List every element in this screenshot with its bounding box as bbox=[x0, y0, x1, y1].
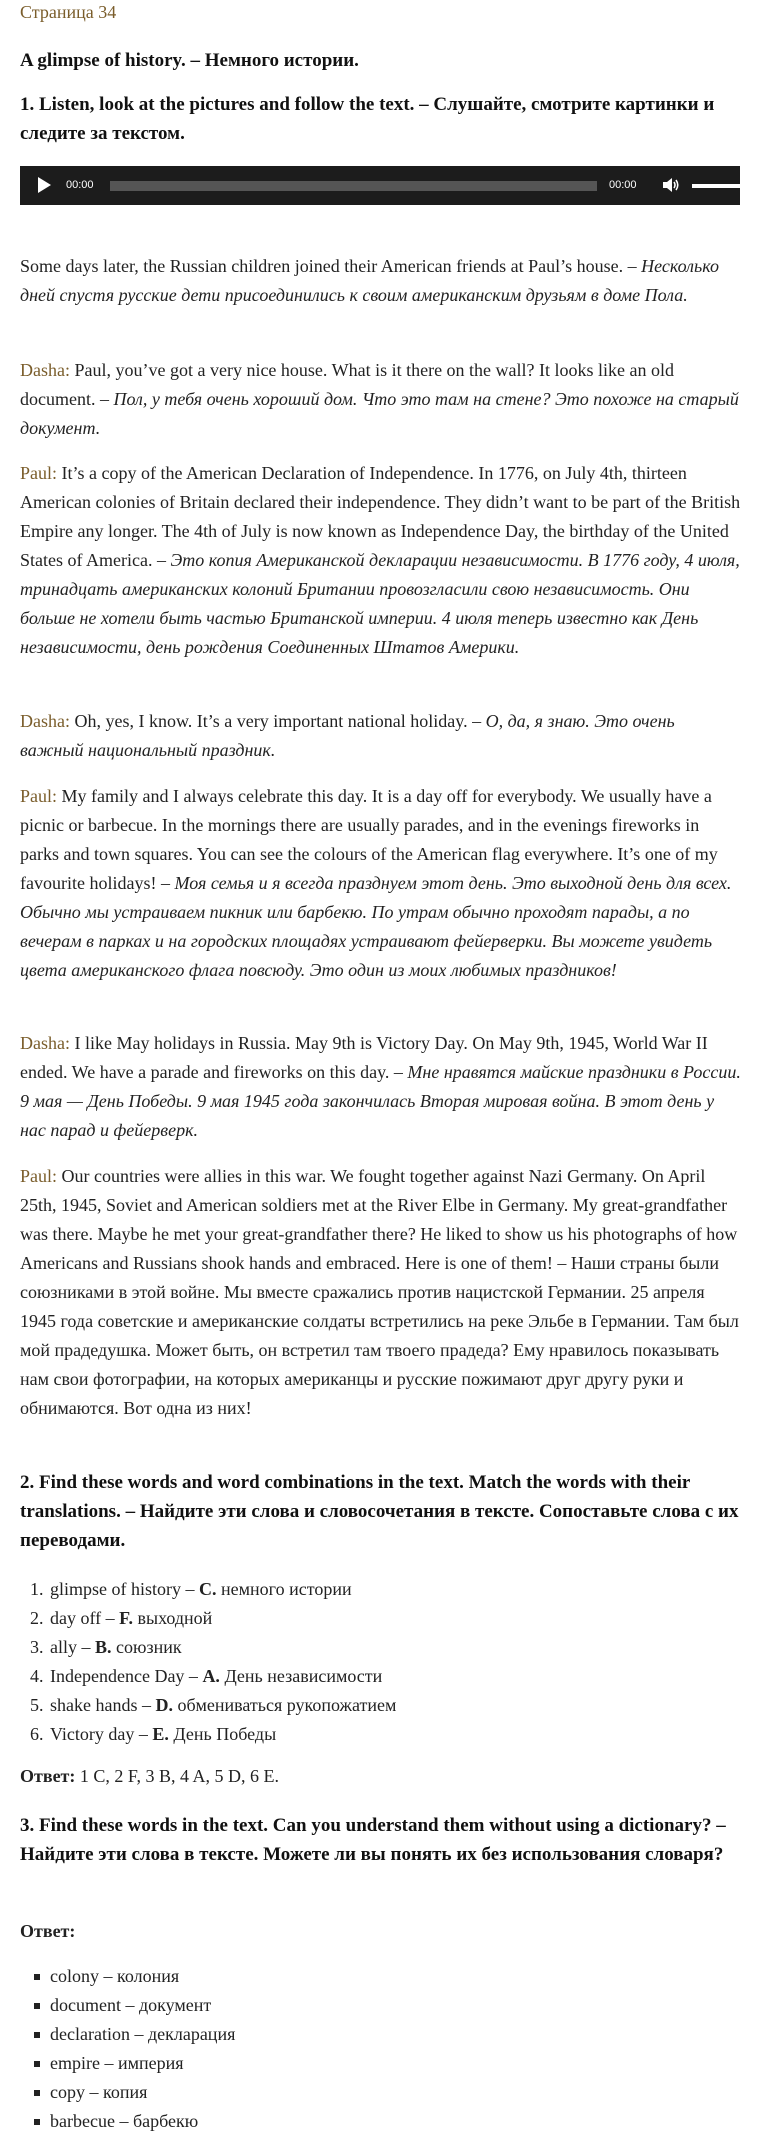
intro-ru: Несколько дней спустя русские дети присоединились к своим американским друзьям в доме Пола. bbox=[20, 256, 719, 305]
current-time: 00:00 bbox=[66, 179, 94, 191]
duration: 00:00 bbox=[609, 179, 637, 191]
dialogue-line bbox=[20, 782, 742, 985]
list-item bbox=[20, 1962, 720, 1991]
item-number: 5. bbox=[30, 1695, 44, 1715]
item-letter: A. bbox=[202, 1666, 220, 1686]
line-en: Our countries were allies in this war. We fought together against Nazi Germany. On April 25th, 1945, Soviet and American soldiers met at the River Elbe in Germany. My great-grandfather was there. Maybe he met your great-grandfather there? He liked to show us his photographs of how Americans and Russians shook hands and embraced. Here is one of them! – Наши страны были союзниками в этой войне. Мы вместе сражались против нацистской Германии. 25 апреля 1945 года советские и американские солдаты встретились на реке Эльбе в Германии. Там был мой прадедушка. Может быть, он встретил там твоего прадеда? Ему нравилось показывать нам свои фотографии, на которых американцы и русские пожимают друг другу руки и обнимаются. Вот одна из них! bbox=[20, 1166, 739, 1418]
item-word: shake hands – bbox=[50, 1695, 151, 1715]
item-translation: союзник bbox=[116, 1637, 182, 1657]
line-ru: О, да, я знаю. Это очень важный национальный праздник. bbox=[20, 711, 675, 760]
item-translation: День Победы bbox=[173, 1724, 277, 1744]
task-3-list bbox=[20, 1962, 720, 2136]
item-word: glimpse of history – bbox=[50, 1579, 195, 1599]
list-item bbox=[20, 1575, 720, 1604]
bullet-icon bbox=[34, 1974, 40, 1980]
list-item bbox=[20, 2049, 720, 2078]
item-translation: немного истории bbox=[221, 1579, 352, 1599]
bullet-icon bbox=[34, 2003, 40, 2009]
speaker-name: Paul: bbox=[20, 1166, 58, 1186]
line-ru: Мне нравятся майские праздники в России. 9 мая — День Победы. 9 мая 1945 года закончилась Вторая мировая война. В этот день у нас парад и фейерверк. bbox=[20, 1062, 741, 1140]
list-item bbox=[20, 2078, 720, 2107]
list-item bbox=[20, 1691, 720, 1720]
item-letter: B. bbox=[95, 1637, 112, 1657]
volume-icon[interactable] bbox=[661, 175, 681, 195]
item-text: copy – копия bbox=[50, 2082, 148, 2102]
item-number: 3. bbox=[30, 1637, 44, 1657]
speaker-name: Dasha: bbox=[20, 360, 70, 380]
answer-text: 1 C, 2 F, 3 B, 4 A, 5 D, 6 E. bbox=[79, 1766, 279, 1786]
play-icon[interactable] bbox=[38, 177, 51, 193]
item-letter: D. bbox=[155, 1695, 173, 1715]
item-text: colony – колония bbox=[50, 1966, 180, 1986]
dialogue-line bbox=[20, 707, 742, 765]
speaker-name: Paul: bbox=[20, 786, 58, 806]
line-en: I like May holidays in Russia. May 9th is Victory Day. On May 9th, 1945, World War II ended. We have a parade and fireworks on this day. – bbox=[20, 1033, 708, 1082]
item-word: Independence Day – bbox=[50, 1666, 198, 1686]
task-2-heading: 2. Find these words and word combinations in the text. Match the words with their translations. – Найдите эти слова и словосочетания в тексте. Сопоставьте слова с их переводами. bbox=[20, 1472, 739, 1551]
task-3-answer-label: Ответ: bbox=[20, 1921, 76, 1941]
bullet-icon bbox=[34, 2061, 40, 2067]
dialogue-line bbox=[20, 1029, 742, 1145]
list-item bbox=[20, 1991, 720, 2020]
dialogue-line bbox=[20, 356, 742, 443]
line-en: Paul, you’ve got a very nice house. What is it there on the wall? It looks like an old document. – bbox=[20, 360, 675, 409]
task-2-answer bbox=[20, 1762, 742, 1791]
item-word: Victory day – bbox=[50, 1724, 148, 1744]
speaker-name: Dasha: bbox=[20, 1033, 70, 1053]
item-number: 1. bbox=[30, 1579, 44, 1599]
item-number: 2. bbox=[30, 1608, 44, 1628]
volume-slider[interactable] bbox=[692, 184, 742, 188]
list-item bbox=[20, 2107, 720, 2136]
line-en: My family and I always celebrate this day. It is a day off for everybody. We usually have a picnic or barbecue. In the mornings there are usually parades, and in the evenings fireworks in parks and town squares. You can see the colours of the American flag everywhere. It’s one of my favourite holidays! – bbox=[20, 786, 718, 893]
line-ru: Моя семья и я всегда празднуем этот день. Это выходной день для всех. Обычно мы устраиваем пикник или барбекю. По утрам обычно проходят парады, а по вечерам в парках и на городских площадях устраивают фейерверки. Вы можете увидеть цвета американского флага повсюду. Это один из моих любимых праздников! bbox=[20, 873, 732, 980]
page-label: Страница 34 bbox=[20, 2, 117, 22]
answer-label: Ответ: bbox=[20, 1766, 76, 1786]
dialogue-line bbox=[20, 459, 742, 662]
dialogue-line bbox=[20, 1162, 742, 1423]
speaker-name: Paul: bbox=[20, 463, 58, 483]
item-translation: День независимости bbox=[224, 1666, 383, 1686]
item-translation: обмениваться рукопожатием bbox=[177, 1695, 397, 1715]
list-item bbox=[20, 1604, 720, 1633]
item-number: 6. bbox=[30, 1724, 44, 1744]
bullet-icon bbox=[34, 2032, 40, 2038]
list-item bbox=[20, 1662, 720, 1691]
task-1-heading: 1. Listen, look at the pictures and follow the text. – Слушайте, смотрите картинки и следите за текстом. bbox=[20, 94, 715, 144]
item-letter: F. bbox=[119, 1608, 133, 1628]
bullet-icon bbox=[34, 2119, 40, 2125]
line-ru: Это копия Американской декларации независимости. В 1776 году, 4 июля, тринадцать американских колоний Британии провозгласили свою независимость. Они больше не хотели быть частью Британской империи. 4 июля теперь известно как День независимости, день рождения Соединенных Штатов Америки. bbox=[20, 550, 740, 657]
item-letter: C. bbox=[199, 1579, 217, 1599]
speaker-name: Dasha: bbox=[20, 711, 70, 731]
intro-en: Some days later, the Russian children joined their American friends at Paul’s house. – bbox=[20, 256, 637, 276]
intro-paragraph bbox=[20, 252, 742, 310]
task-2-list bbox=[20, 1575, 720, 1749]
item-number: 4. bbox=[30, 1666, 44, 1686]
bullet-icon bbox=[34, 2090, 40, 2096]
line-ru: Пол, у тебя очень хороший дом. Что это там на стене? Это похоже на старый документ. bbox=[20, 389, 739, 438]
item-text: declaration – декларация bbox=[50, 2024, 236, 2044]
list-item bbox=[20, 2020, 720, 2049]
line-en: It’s a copy of the American Declaration of Independence. In 1776, on July 4th, thirteen American colonies of Britain declared their independence. They didn’t want to be part of the British Empire any longer. The 4th of July is now known as Independence Day, the birthday of the United States of America. – bbox=[20, 463, 741, 570]
item-text: barbecue – барбекю bbox=[50, 2111, 199, 2131]
list-item bbox=[20, 1633, 720, 1662]
item-letter: E. bbox=[152, 1724, 169, 1744]
item-translation: выходной bbox=[137, 1608, 213, 1628]
item-text: document – документ bbox=[50, 1995, 212, 2015]
audio-player bbox=[20, 166, 740, 205]
item-text: empire – империя bbox=[50, 2053, 184, 2073]
progress-track[interactable] bbox=[110, 181, 597, 191]
list-item bbox=[20, 1720, 720, 1749]
line-en: Oh, yes, I know. It’s a very important national holiday. – bbox=[74, 711, 482, 731]
section-title: A glimpse of history. – Немного истории. bbox=[20, 50, 359, 71]
speaker-icon bbox=[661, 175, 681, 195]
task-3-heading: 3. Find these words in the text. Can you understand them without using a dictionary? – Найдите эти слова в тексте. Можете ли вы понять их без использования словаря? bbox=[20, 1815, 726, 1865]
item-word: ally – bbox=[50, 1637, 91, 1657]
item-word: day off – bbox=[50, 1608, 115, 1628]
